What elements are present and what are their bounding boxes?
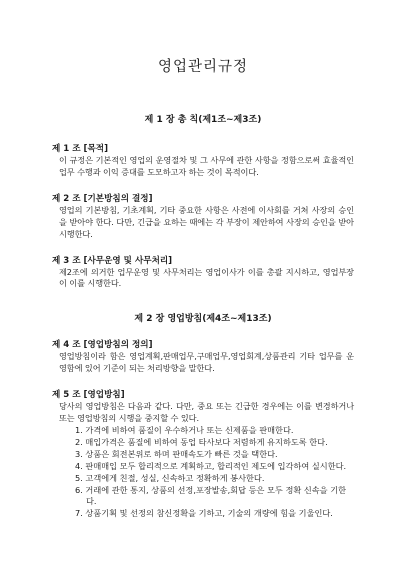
chapter-1-heading: 제 1 장 총 칙(제1조~제3조) [144, 115, 262, 125]
article-5 [52, 389, 354, 520]
list-item: 1. 가격에 비하여 품질이 우수하거나 또는 신제품을 판매한다. [75, 424, 294, 435]
list-item: 4. 판매매입 모두 합리적으로 계획하고, 합리적인 제도에 입각하여 실시한다. [75, 460, 347, 471]
article-4-heading: 제 4 조 [영업방침의 정의] [52, 340, 153, 351]
list-item: 5. 고객에게 친절, 성실, 신속하고 정확하게 봉사한다. [75, 472, 265, 483]
article-1 [52, 143, 354, 179]
article-2-heading: 제 2 조 [기본방침의 결정] [52, 193, 153, 204]
article-1-heading: 제 1 조 [목적] [52, 144, 109, 154]
list-item: 2. 매입가격은 품질에 비하여 동업 타사보다 저렴하게 유지하도록 한다. [75, 436, 328, 447]
article-4-body: 영업방침이라 함은 영업계획,판매업무,구매업무,영업회계,상품관리 기타 업무를 운영함에 있어 기준이 되는 처리방향을 말한다. [59, 351, 354, 374]
article-4 [52, 339, 354, 375]
list-item: 3. 상품은 회전본위로 하며 판매속도가 빠른 것을 택한다. [75, 448, 278, 459]
article-3-body: 제2조에 의거한 업무운영 및 사무처리는 영업이사가 이를 총괄 지시하고, 영업부장이 이를 시행한다. [59, 266, 354, 289]
article-3 [52, 255, 354, 291]
article-3-heading: 제 3 조 [사무운영 및 사무처리] [52, 255, 173, 266]
list-item: 7. 상품기획 및 선정의 참신정확을 기하고, 기술의 개량에 힘을 기울인다. [75, 508, 333, 519]
document-title: 영업관리규정 [157, 59, 249, 75]
article-5-item-list [52, 425, 354, 520]
list-item: 6. 거래에 관한 통지, 상품의 선정,포장발송,회답 등은 모두 정확 신속을 기한다. [75, 484, 347, 507]
article-1-body: 이 규정은 기본적인 영업의 운영절차 및 그 사무에 관한 사항을 정함으로써 효율적인 업무 수행과 이익 증대를 도모하고자 하는 것이 목적이다. [59, 155, 354, 177]
article-2 [52, 193, 354, 241]
article-2-body: 영업의 기본방침, 기초계획, 기타 중요한 사항은 사전에 이사회를 거쳐 사장의 승인을 받아야 한다. 다만, 긴급을 요하는 때에는 각 부장이 제안하여 사장의 승인을 받아 시행한다. [59, 204, 354, 239]
article-5-heading: 제 5 조 [영업방침] [52, 390, 125, 401]
article-5-body: 당사의 영업방침은 다음과 같다. 다만, 중요 또는 긴급한 경우에는 이를 변경하거나 또는 영업방침의 시행을 중지할 수 있다. [59, 401, 354, 424]
chapter-2-heading: 제 2 장 영업방침(제4조~제13조) [134, 314, 272, 325]
